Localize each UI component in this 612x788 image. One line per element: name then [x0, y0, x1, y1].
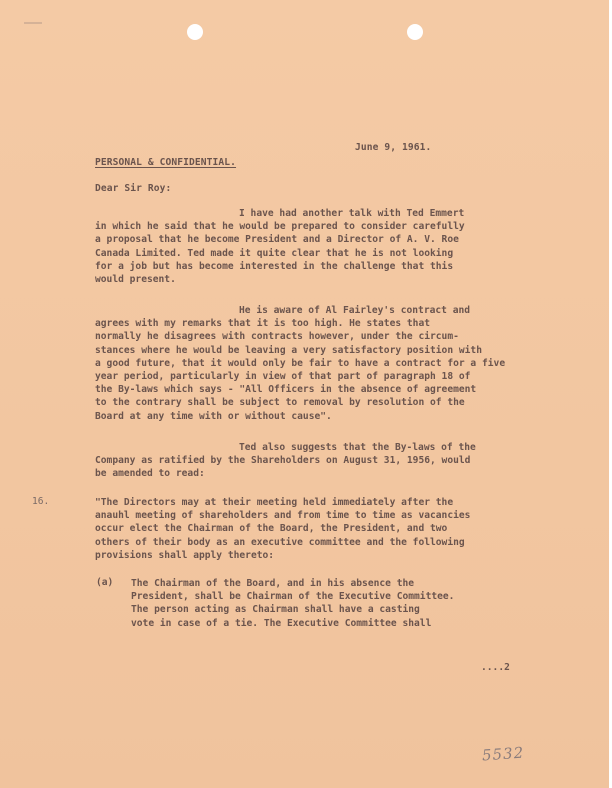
- paragraph-directors-quote: [95, 496, 470, 562]
- subsection-line: The person acting as Chairman shall have a casting: [131, 604, 420, 616]
- paragraph-line: occur elect the Chairman of the Board, the President, and two: [95, 523, 448, 535]
- paragraph-line: a proposal that he become President and a Director of A. V. Roe: [95, 234, 459, 246]
- subsection-line: vote in case of a tie. The Executive Committee shall: [131, 617, 432, 629]
- paragraph-line: would present.: [95, 274, 176, 286]
- paragraph-line: anauhl meeting of shareholders and from time to time as vacancies: [95, 510, 471, 522]
- paragraph-line: Board at any time with or without cause".: [95, 410, 332, 422]
- subsection-line: The Chairman of the Board, and in his absence the: [131, 578, 415, 589]
- paragraph-line: others of their body as an executive committee and the following: [95, 536, 465, 548]
- paragraph-emmert-talk: [95, 207, 465, 286]
- paragraph-line: He is aware of Al Fairley's contract and: [239, 305, 471, 316]
- paragraph-fairley-contract: [95, 304, 505, 423]
- punch-hole-left: [187, 24, 203, 40]
- paragraph-line: Ted also suggests that the By-laws of the: [239, 442, 476, 453]
- paragraph-line: agrees with my remarks that it is too high. He states that: [95, 318, 431, 330]
- confidential-heading: PERSONAL & CONFIDENTIAL.: [95, 157, 237, 168]
- paragraph-line: to the contrary shall be subject to removal by resolution of the: [95, 397, 465, 409]
- paragraph-line: "The Directors may at their meeting held immediately after the: [95, 497, 454, 508]
- paragraph-line: a good future, that it would only be fair to have a contract for a five: [95, 357, 506, 369]
- paragraph-line: for a job but has become interested in the challenge that this: [95, 260, 454, 272]
- salutation: Dear Sir Roy:: [95, 183, 172, 194]
- punch-hole-right: [407, 24, 423, 40]
- paragraph-line: stances where he would be leaving a very satisfactory position with: [95, 344, 482, 356]
- paragraph-line: year period, particularly in view of that part of paragraph 18 of: [95, 371, 471, 383]
- subsection-label: (a): [96, 577, 114, 588]
- paragraph-line: normally he disagrees with contracts however, under the circum-: [95, 331, 459, 343]
- paragraph-line: be amended to read:: [95, 468, 205, 480]
- paragraph-line: I have had another talk with Ted Emmert: [239, 208, 465, 219]
- ink-smudge: [24, 22, 42, 24]
- letter-date: June 9, 1961.: [355, 142, 432, 153]
- subsection-line: President, shall be Chairman of the Executive Committee.: [131, 591, 455, 603]
- subsection-a: [131, 577, 454, 630]
- page-continuation: ....2: [481, 662, 510, 673]
- paragraph-line: provisions shall apply thereto:: [95, 549, 275, 561]
- paragraph-line: Company as ratified by the Shareholders on August 31, 1956, would: [95, 455, 471, 467]
- paragraph-line: the By-laws which says - "All Officers in the absence of agreement: [95, 384, 477, 396]
- paragraph-line: in which he said that he would be prepared to consider carefully: [95, 221, 465, 233]
- paragraph-line: Canada Limited. Ted made it quite clear that he is not looking: [95, 247, 454, 259]
- paragraph-bylaws-amendment: [95, 441, 476, 481]
- section-number: 16.: [32, 496, 50, 507]
- handwritten-number: 5532: [481, 743, 525, 765]
